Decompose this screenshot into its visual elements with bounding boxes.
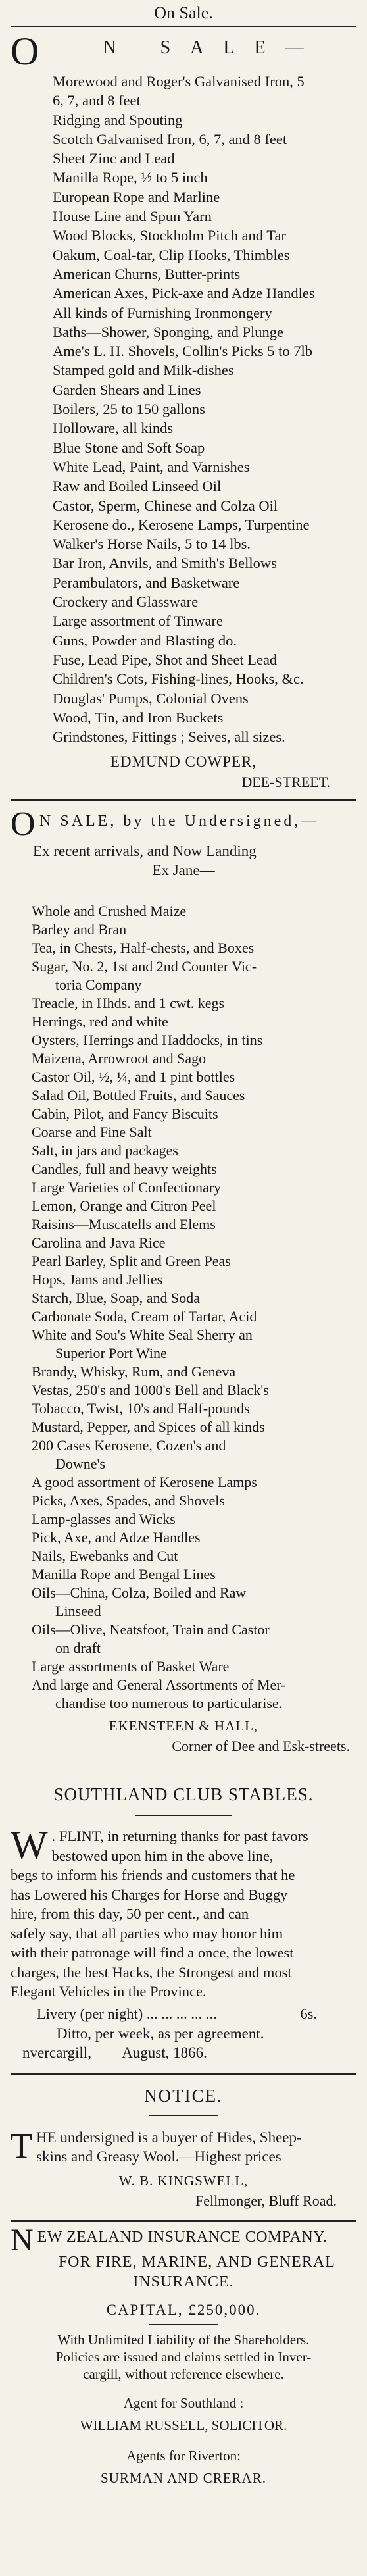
ad-ekensteen-item: Barley and Bran bbox=[32, 921, 127, 938]
ad-stables-ditto: Ditto, per week, as per agreement. bbox=[57, 2025, 264, 2042]
ad-cowper-item: Douglas' Pumps, Colonial Ovens bbox=[53, 690, 249, 707]
ad-stables-dropcap: W bbox=[11, 1823, 48, 1867]
ad-notice bbox=[11, 2075, 356, 2211]
ad-cowper-item: Castor, Sperm, Chinese and Colza Oil bbox=[53, 497, 278, 514]
ad-stables-line: has Lowered his Charges for Horse and Buggy bbox=[11, 1886, 288, 1903]
ad-cowper-item: American Churns, Butter-prints bbox=[53, 265, 241, 282]
ad-cowper-item: Crockery and Glassware bbox=[53, 593, 199, 611]
ad-ekensteen-item: Starch, Blue, Soap, and Soda bbox=[32, 1290, 201, 1307]
ad-stables-line: hire, from this day, 50 per cent., and can bbox=[11, 1906, 249, 1923]
ad-cowper-item: Ridging and Spouting bbox=[53, 111, 183, 128]
ad-ekensteen bbox=[11, 801, 356, 1756]
ad-cowper-item: Grindstones, Fittings ; Seives, all sizes. bbox=[53, 728, 285, 745]
ad-ekensteen-heading: N SALE, by the Undersigned,— bbox=[39, 813, 320, 830]
ad-cowper-item: Holloware, all kinds bbox=[53, 420, 174, 437]
ad-cowper-item: Raw and Boiled Linseed Oil bbox=[53, 478, 222, 495]
ad-ekensteen-item: Pearl Barley, Split and Green Peas bbox=[32, 1253, 231, 1270]
ad-cowper-item: Children's Cots, Fishing-lines, Hooks, &c. bbox=[53, 670, 304, 688]
ad-cowper-item: Fuse, Lead Pipe, Shot and Sheet Lead bbox=[53, 651, 278, 668]
ad-cowper-item-list bbox=[53, 72, 356, 746]
ad-cowper-item: All kinds of Furnishing Ironmongery bbox=[53, 304, 272, 321]
ad-cowper-signature: EDMUND COWPER, bbox=[110, 753, 257, 770]
ad-ekensteen-item: Tea, in Chests, Half-chests, and Boxes bbox=[32, 940, 255, 957]
ad-cowper-item: Kerosene do., Kerosene Lamps, Turpentine bbox=[53, 516, 310, 533]
ad-insurance bbox=[11, 2222, 356, 2488]
ad-ekensteen-item: Hops, Jams and Jellies bbox=[32, 1271, 163, 1288]
ad-ekensteen-item: Superior Port Wine bbox=[55, 1345, 167, 1362]
ad-insurance-dropcap: N bbox=[11, 2222, 34, 2258]
ad-ekensteen-item: White and Sou's White Seal Sherry an bbox=[32, 1326, 253, 1344]
ad-ekensteen-item: Salt, in jars and packages bbox=[32, 1142, 178, 1159]
ad-ekensteen-item: Downe's bbox=[55, 1455, 106, 1473]
ad-cowper-item: Oakum, Coal-tar, Clip Hooks, Thimbles bbox=[53, 246, 290, 263]
ad-ekensteen-item: Salad Oil, Bottled Fruits, and Sauces bbox=[32, 1087, 245, 1104]
ad-ekensteen-signature: EKENSTEEN & HALL, bbox=[109, 1718, 258, 1734]
ad-ekensteen-item: Mustard, Pepper, and Spices of all kinds bbox=[32, 1419, 265, 1436]
ad-ekensteen-item: Sugar, No. 2, 1st and 2nd Counter Vic- bbox=[32, 958, 257, 975]
ad-insurance-agent-label: Agent for Southland : bbox=[123, 2394, 244, 2411]
ad-stables-line: begs to inform his friends and customers that he bbox=[11, 1867, 295, 1884]
ad-notice-line-2: skins and Greasy Wool.—Highest prices bbox=[36, 2148, 281, 2165]
ad-notice-body bbox=[11, 2125, 356, 2166]
ad-insurance-agent: WILLIAM RUSSELL, SOLICITOR. bbox=[80, 2417, 287, 2433]
ad-stables-place: nvercargill, bbox=[22, 2044, 91, 2061]
ad-ekensteen-item: Castor Oil, ½, ¼, and 1 pint bottles bbox=[32, 1069, 235, 1086]
ad-stables-livery-label: Livery (per night) ... ... ... ... ... bbox=[37, 2005, 217, 2022]
ad-insurance-capital: CAPITAL, £250,000. bbox=[106, 2301, 261, 2318]
ad-cowper-item: Boilers, 25 to 150 gallons bbox=[53, 401, 205, 418]
ad-cowper-item: Baths—Shower, Sponging, and Plunge bbox=[53, 323, 283, 340]
ad-stables-date: August, 1866. bbox=[122, 2044, 207, 2061]
ad-insurance-agents2: SURMAN AND CRERAR. bbox=[101, 2469, 266, 2486]
ad-ekensteen-item: Tobacco, Twist, 10's and Half-pounds bbox=[32, 1400, 250, 1417]
ad-ekensteen-address: Corner of Dee and Esk-streets. bbox=[172, 1738, 350, 1755]
ad-ekensteen-item: Large assortments of Basket Ware bbox=[32, 1658, 230, 1675]
ad-stables-body bbox=[11, 1823, 356, 2002]
ad-stables-livery-price: 6s. bbox=[300, 2005, 317, 2022]
ad-ekensteen-item: Oysters, Herrings and Haddocks, in tins bbox=[32, 1032, 263, 1049]
column-header bbox=[11, 0, 356, 26]
ad-ekensteen-item: And large and General Assortments of Mer- bbox=[32, 1677, 286, 1694]
ad-ekensteen-title bbox=[11, 806, 356, 842]
ad-stables-line: with their patronage will find a once, the lowest bbox=[11, 1944, 294, 1961]
ad-cowper-heading: N SALE— bbox=[103, 38, 324, 58]
ad-cowper-item: Large assortment of Tinware bbox=[53, 613, 223, 630]
ad-ekensteen-item: Vestas, 250's and 1000's Bell and Black's bbox=[32, 1382, 269, 1399]
ad-ekensteen-intro-1: Ex recent arrivals, and Now Landing bbox=[33, 843, 257, 860]
ad-ekensteen-item: Brandy, Whisky, Rum, and Geneva bbox=[32, 1363, 236, 1380]
ad-insurance-heading: EW ZEALAND INSURANCE COMPANY. bbox=[37, 2228, 328, 2246]
ad-cowper-item: White Lead, Paint, and Varnishes bbox=[53, 458, 250, 475]
ad-ekensteen-item: Maizena, Arrowroot and Sago bbox=[32, 1050, 207, 1067]
ad-ekensteen-item: Oils—Olive, Neatsfoot, Train and Castor bbox=[32, 1621, 270, 1638]
ad-cowper-item: Ame's L. H. Shovels, Collin's Picks 5 to 7lb bbox=[53, 343, 313, 360]
ad-ekensteen-item: Carbonate Soda, Cream of Tartar, Acid bbox=[32, 1308, 257, 1325]
ad-insurance-agents2-label: Agents for Riverton: bbox=[126, 2447, 241, 2463]
ad-cowper-item: Morewood and Roger's Galvanised Iron, 5 bbox=[53, 73, 305, 89]
ad-cowper-item: Walker's Horse Nails, 5 to 14 lbs. bbox=[53, 536, 251, 553]
ad-notice-signature: W. B. KINGSWELL, bbox=[118, 2172, 249, 2188]
ad-stables-line: . FLINT, in returning thanks for past favors bbox=[51, 1828, 308, 1845]
ad-ekensteen-item: A good assortment of Kerosene Lamps bbox=[32, 1474, 257, 1491]
ad-cowper-item: Garden Shears and Lines bbox=[53, 381, 201, 398]
ad-ekensteen-item: Herrings, red and white bbox=[32, 1013, 168, 1030]
ad-ekensteen-item: Nails, Ewebanks and Cut bbox=[32, 1548, 178, 1565]
ad-notice-line-1: HE undersigned is a buyer of Hides, Sheep- bbox=[36, 2129, 302, 2146]
ad-cowper-item: European Rope and Marline bbox=[53, 188, 220, 205]
ad-cowper-item: Wood, Tin, and Iron Buckets bbox=[53, 709, 224, 726]
ad-cowper-item: House Line and Spun Yarn bbox=[53, 208, 212, 225]
ad-ekensteen-item: Carolina and Java Rice bbox=[32, 1234, 166, 1251]
ad-ekensteen-item: Lemon, Orange and Citron Peel bbox=[32, 1198, 216, 1215]
ad-notice-dropcap: T bbox=[11, 2125, 32, 2165]
ad-ekensteen-item: on draft bbox=[55, 1640, 101, 1657]
ad-cowper-address: DEE-STREET. bbox=[241, 774, 330, 791]
ad-cowper-item: American Axes, Pick-axe and Adze Handles bbox=[53, 285, 315, 302]
ad-stables-line: safely say, that all parties who may honor him bbox=[11, 1925, 283, 1942]
ad-notice-heading: NOTICE. bbox=[144, 2085, 223, 2106]
ad-insurance-line-2: INSURANCE. bbox=[133, 2273, 234, 2290]
ad-ekensteen-item: Pick, Axe, and Adze Handles bbox=[32, 1529, 201, 1546]
ad-insurance-rule-2 bbox=[149, 2324, 218, 2325]
ad-ekensteen-item: Linseed bbox=[55, 1603, 101, 1620]
ad-stables-line: bestowed upon him in the above line, bbox=[51, 1847, 274, 1864]
ad-cowper-item: Sheet Zinc and Lead bbox=[53, 150, 175, 167]
ad-ekensteen-item: toria Company bbox=[55, 976, 142, 994]
ad-ekensteen-item: Lamp-glasses and Wicks bbox=[32, 1511, 176, 1528]
ad-ekensteen-item: Large Varieties of Confectionary bbox=[32, 1179, 222, 1196]
ad-cowper-item: Perambulators, and Basketware bbox=[53, 574, 240, 591]
ad-insurance-title bbox=[11, 2222, 356, 2258]
ad-stables-dateline bbox=[11, 2043, 356, 2062]
ad-notice-heading-rule bbox=[149, 2115, 218, 2116]
ad-ekensteen-item: Picks, Axes, Spades, and Shovels bbox=[32, 1492, 225, 1509]
ad-cowper-item: 6, 7, and 8 feet bbox=[53, 92, 141, 109]
ad-cowper-item: Guns, Powder and Blasting do. bbox=[53, 632, 237, 649]
ad-ekensteen-item: Oils—China, Colza, Boiled and Raw bbox=[32, 1584, 247, 1602]
ad-ekensteen-item: Treacle, in Hhds. and 1 cwt. kegs bbox=[32, 995, 225, 1012]
ad-stables bbox=[11, 1769, 356, 2062]
ad-cowper bbox=[11, 27, 356, 792]
ad-ekensteen-item: Coarse and Fine Salt bbox=[32, 1124, 152, 1141]
ad-stables-line: Elegant Vehicles in the Province. bbox=[11, 1983, 207, 2000]
ad-insurance-liability-3: cargill, without reference elsewhere. bbox=[83, 2365, 284, 2382]
ad-cowper-item: Stamped gold and Milk-dishes bbox=[53, 362, 234, 379]
ad-cowper-item: Blue Stone and Soft Soap bbox=[53, 439, 205, 456]
ad-ekensteen-item: Manilla Rope and Bengal Lines bbox=[32, 1566, 216, 1583]
column-header-title: On Sale. bbox=[154, 3, 213, 22]
ad-insurance-liability-1: With Unlimited Liability of the Shareholders. bbox=[57, 2331, 310, 2348]
ad-notice-address: Fellmonger, Bluff Road. bbox=[195, 2192, 337, 2209]
ad-cowper-item: Wood Blocks, Stockholm Pitch and Tar bbox=[53, 227, 286, 244]
ad-ekensteen-dropcap: O bbox=[11, 805, 36, 844]
ad-stables-heading: SOUTHLAND CLUB STABLES. bbox=[53, 1784, 314, 1805]
ad-ekensteen-intro-2: Ex Jane— bbox=[152, 862, 215, 879]
ad-ekensteen-item: Candles, full and heavy weights bbox=[32, 1161, 217, 1178]
ad-insurance-line-1: FOR FIRE, MARINE, AND GENERAL bbox=[58, 2253, 335, 2271]
ad-cowper-item: Manilla Rope, ½ to 5 inch bbox=[53, 169, 208, 186]
ad-ekensteen-item: 200 Cases Kerosene, Cozen's and bbox=[32, 1437, 226, 1454]
ad-ekensteen-item: Raisins—Muscatells and Elems bbox=[32, 1216, 216, 1233]
ad-stables-lines bbox=[11, 1823, 356, 2002]
ad-ekensteen-item: Whole and Crushed Maize bbox=[32, 903, 187, 920]
ad-ekensteen-item: chandise too numerous to particularise. bbox=[55, 1695, 283, 1712]
ad-cowper-item: Scotch Galvanised Iron, 6, 7, and 8 feet bbox=[53, 130, 287, 147]
ad-stables-line: charges, the best Hacks, the Strongest and most bbox=[11, 1963, 292, 1981]
ad-stables-heading-rule bbox=[135, 1815, 232, 1816]
ad-stables-livery-row bbox=[11, 2004, 356, 2024]
ad-ekensteen-item-list bbox=[11, 902, 356, 1713]
ad-ekensteen-item: Cabin, Pilot, and Fancy Biscuits bbox=[32, 1105, 218, 1123]
ad-cowper-title bbox=[11, 30, 356, 72]
ad-cowper-item: Bar Iron, Anvils, and Smith's Bellows bbox=[53, 555, 277, 572]
ad-insurance-liability-2: Policies are issued and claims settled in Inver- bbox=[55, 2348, 312, 2365]
ad-cowper-dropcap: O bbox=[11, 30, 39, 73]
